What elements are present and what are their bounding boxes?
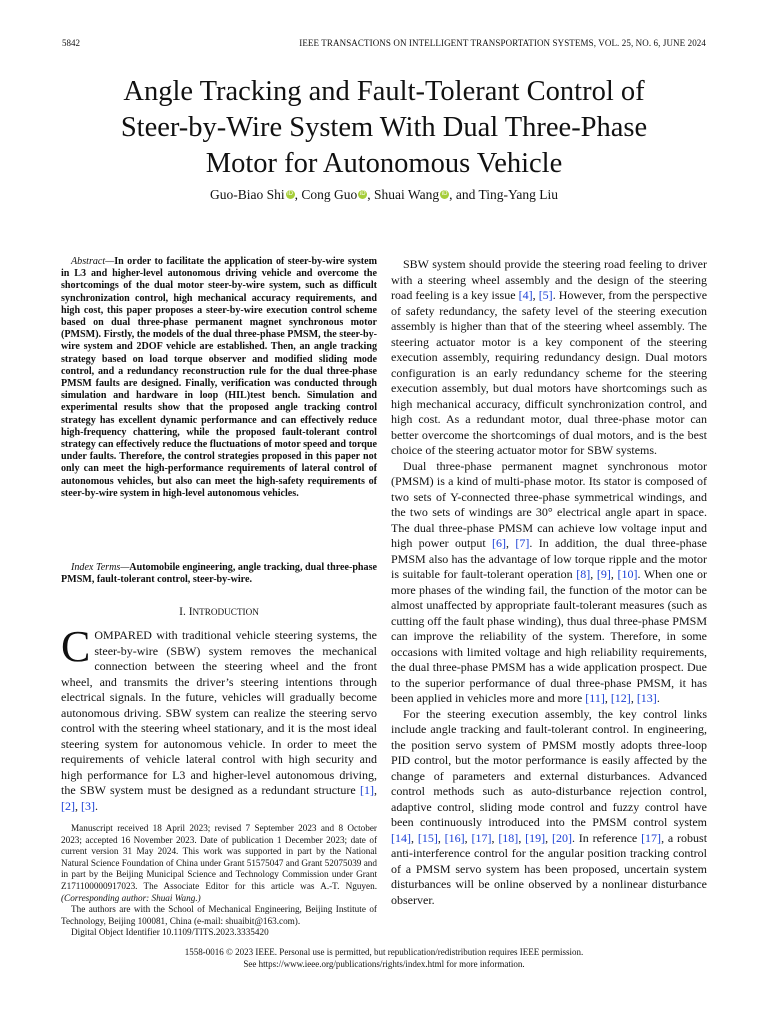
citation-link[interactable]: [17] [641,830,662,845]
doi-note: Digital Object Identifier 10.1109/TITS.2023.3335420 [71,927,269,938]
paragraph: Dual three-phase permanent magnet synchronous motor (PMSM) is a kind of multi-phase motor. Its stator is composed of two sets of Y-connected three-phase symmetrical windings, and the two sets of windings are 30° electrical angle apart in space. The dual three-phase PMSM can achieve low voltage input and high power output [6], [7]. In addition, the dual three-phase PMSM also has the advantage of low torque ripple and the motor is suitable for fault-tolerant operation [8], [9], [10]. When one or more phases of the winding fail, the function of the motor can be almost unaffected by appropriate fault-tolerant measures (such as cutting off the fault phase winding), thus dual three-phase PMSM can improve the reliability of the system. Therefore, in some occasions with limited voltage and high reliability requirements, the dual three-phase PMSM has a wide application prospect. Due to the superior performance of dual three-phase PMSM, it has been applied in vehicles more and more [11], [12], [13]. [391,458,708,705]
citation-link[interactable]: [20] [551,830,572,845]
footnotes [61,823,377,939]
section-heading: I. INTRODUCTION [179,606,259,618]
author-name: Cong Guo [301,187,358,202]
right-column-text [391,257,707,908]
corresponding-author: (Corresponding author: Shuai Wang.) [61,892,201,903]
paper-title [60,74,708,182]
index-terms-text: Automobile engineering, angle tracking, dual three-phase PMSM, fault-tolerant control, steer-by-wire. [61,562,377,586]
citation-link[interactable]: [8] [576,567,591,581]
page-number: 5842 [62,38,80,48]
citation-link[interactable]: [17] [471,830,492,845]
drop-cap: C [61,622,91,671]
abstract-text: In order to facilitate the application of steer-by-wire system in L3 and higher-level autonomous driving vehicle and overcome the shortcomings of the dual motor steer-by-wire system, such as difficult synchronization control, high mechanical accuracy requirements, and high cost, this paper proposes a steer-by-wire execution control scheme based on dual three-phase permanent magnet synchronous motor (PMSM). Firstly, the models of the dual three-phase PMSM, the steer-by-wire system and 2DOF vehicle are established. Then, an angle tracking strategy based on load torque observer and modified sliding mode control, and a redundancy reconstruction rule for the dual three-phase PMSM faults are designed. Finally, verification was conducted through simulation and hardware in loop (HIL)test bench. Simulation and experimental results show that the proposed angle tracking control strategy has excellent dynamic performance and can effectively reduce high-frequency chattering, while the proposed fault-tolerant control strategy can effectively reduce the fluctuations of motor speed and torque under faults. Therefore, the control strategies proposed in this paper not only can meet the high-performance requirements of lateral control of autonomous vehicles, but also can meet the high-safety requirements of steer-by-wire system in high-level autonomous vehicles. [61,256,377,499]
citation-link[interactable]: [9] [596,567,611,581]
journal-header: IEEE TRANSACTIONS ON INTELLIGENT TRANSPORTATION SYSTEMS, VOL. 25, NO. 6, JUNE 2024 [299,38,706,48]
rights-line: See https://www.ieee.org/publications/rights/index.html for more information. [243,959,525,969]
index-terms [61,562,377,586]
paragraph: For the steering execution assembly, the key control links include angle tracking and fault-tolerant control. In engineering, the position servo system of PMSM mostly adopts three-loop PID control, but the motor performance is easily affected by the change of parameters and external disturbances. Advanced control methods such as auto-disturbance rejection control, adaptive control, sliding mode control and fuzzy control have been continuously introduced into the PMSM control system [14], [15], [16], [17], [18], [19], [20]. In reference [17], a robust anti-interference control for the angular position tracking control of a PMSM servo system has been proposed, uncertain system disturbances will be online observed by a nonlinear disturbance observer. [391,706,708,907]
title-line-2: Steer-by-Wire System With Dual Three-Phase [120,112,648,143]
citation-link[interactable]: [15] [417,830,438,845]
citation-link[interactable]: [10] [617,567,638,581]
abstract-label: Abstract— [71,256,115,267]
abstract [61,256,377,500]
citation-link[interactable]: [11] [585,691,605,705]
orcid-icon[interactable]: iD [441,191,448,197]
citation-link[interactable]: [3] [81,798,95,813]
paragraph: SBW system should provide the steering road feeling to driver with a steering wheel assembly and the design of the steering road feeling is a key issue [4], [5]. However, from the perspective of safety redundancy, the safety level of the steering execution assembly is higher than that of the steering wheel assembly. The steering actuator motor is a key component of the steering execution assembly, requiring redundancy design. Dual motors configuration is an early redundancy scheme for the steering execution assembly, but dual motors have shortcomings such as high mechanical accuracy, difficult synchronization control, and high cost. As a redundant motor, dual three-phase motor can better overcome the shortcomings of dual motors, and is the best choice of the steering actuator motor for SBW systems. [391,257,708,457]
orcid-icon[interactable]: iD [287,191,293,197]
author-name: Shuai Wang [374,187,440,202]
title-line-1: Angle Tracking and Fault-Tolerant Control of [123,76,645,107]
citation-link[interactable]: [12] [610,691,631,705]
citation-link[interactable]: [14] [391,830,411,845]
citation-link[interactable]: [7] [515,536,530,550]
citation-link[interactable]: [5] [538,288,553,302]
citation-link[interactable]: [1] [360,783,374,797]
orcid-icon[interactable]: iD [359,191,366,197]
index-terms-label: Index Terms— [71,562,130,573]
author-name: Guo-Biao Shi [210,187,285,202]
citation-link[interactable]: [19] [525,830,546,845]
citation-link[interactable]: [16] [444,830,465,845]
citation-link[interactable]: [18] [498,830,519,845]
manuscript-note: Manuscript received 18 April 2023; revised 7 September 2023 and 8 October 2023; accepted 16 November 2023. Date of publication 1 December 2023; date of current version 31 May 2024. This work was supported in part by the National Natural Science Foundation of China under Grant 51575047 and Grant 52075039 and in part by the Beijing Municipal Science and Technology Commission under Grant Z171100000917023. The Associate Editor for this article was A.-T. Nguyen. [61,823,377,891]
copyright-line: 1558-0016 © 2023 IEEE. Personal use is permitted, but republication/redistribution requires IEEE permission. [184,947,584,957]
introduction-text: COMPARED with traditional vehicle steering systems, the steer-by-wire (SBW) system removes the mechanical connection between the steering wheel and the front wheel, and transmits the driver’s steering intentions through electrical signals. In the future, vehicles will gradually become autonomous driving. SBW system can realize the steering servo control with the steering wheel stationary, and it is the most ideal steering system for autonomous vehicle. In order to meet the requirements of vehicle lateral control with high security and high performance for L3 and higher-level autonomous driving, the SBW system must be designed as a redundant structure [1], [2], [3]. [61,622,377,813]
copyright-notice [0,946,768,970]
citation-link[interactable]: [6] [492,536,507,550]
title-line-3: Motor for Autonomous Vehicle [205,148,563,179]
affiliation-note: The authors are with the School of Mechanical Engineering, Beijing Institute of Technology, Beijing 100081, China (e-mail: shuaibit@163.com). [61,904,377,926]
citation-link[interactable]: [13] [636,691,657,705]
author-name: Ting-Yang Liu [478,187,558,202]
author-list: Guo-Biao Shi iD , Cong Guo iD , Shuai Wang iD , and Ting-Yang Liu [210,187,558,202]
citation-link[interactable]: [4] [518,288,533,302]
citation-link[interactable]: [2] [61,798,75,813]
